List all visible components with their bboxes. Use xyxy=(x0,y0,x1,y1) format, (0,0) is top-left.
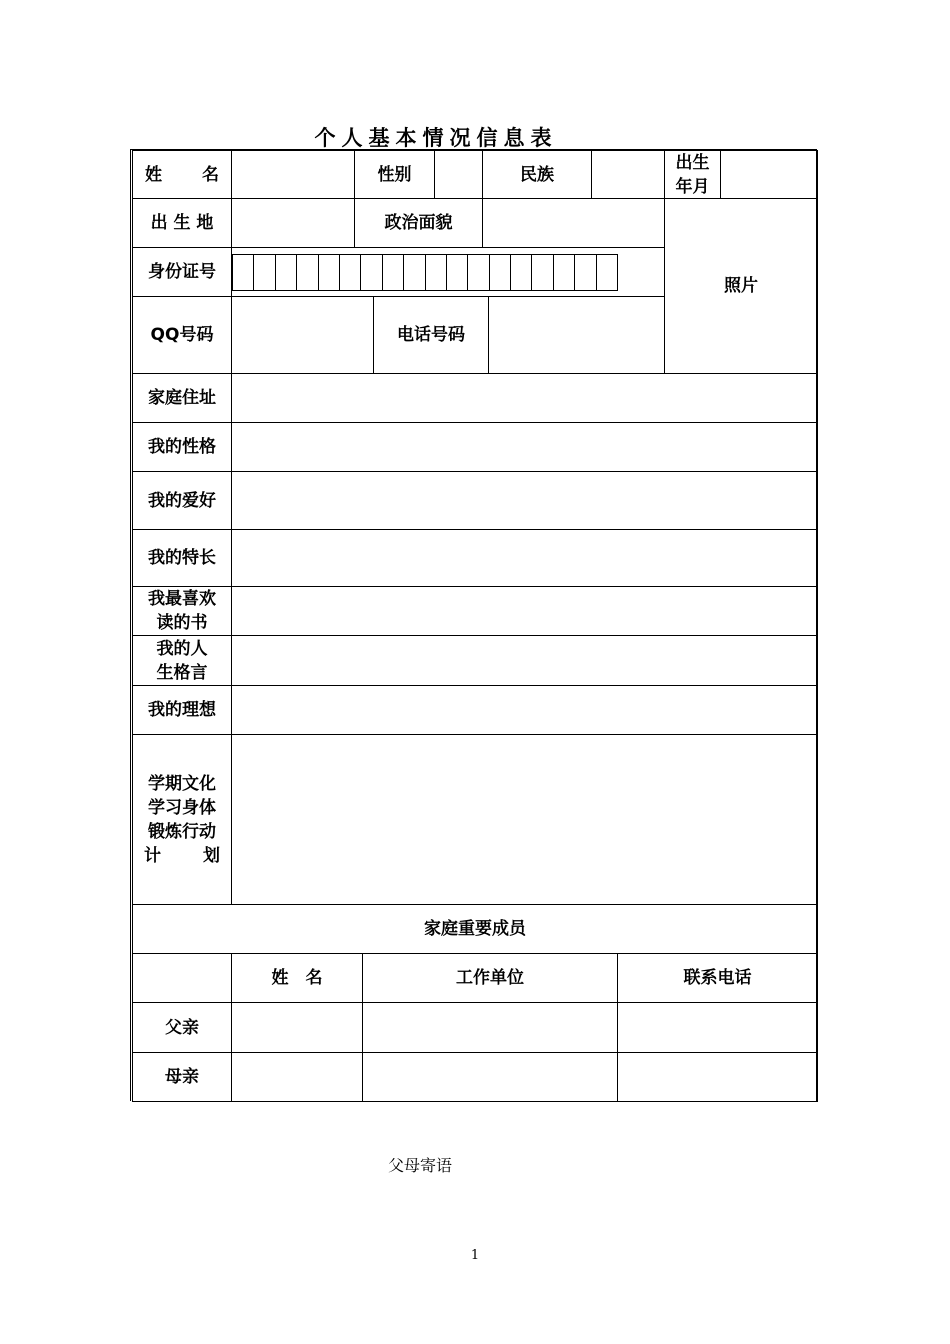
label-semester-plan-line2: 学习身体 xyxy=(148,797,216,818)
label-birthplace: 出 生 地 xyxy=(132,199,232,248)
label-hobbies: 我的爱好 xyxy=(132,472,232,530)
id-digit-box[interactable] xyxy=(275,254,297,291)
qq-field[interactable] xyxy=(232,297,374,374)
id-digit-box[interactable] xyxy=(403,254,425,291)
photo-area[interactable]: 照片 xyxy=(665,199,818,374)
label-semester-plan xyxy=(132,735,232,905)
label-personality: 我的性格 xyxy=(132,423,232,472)
label-semester-plan-line3: 锻炼行动 xyxy=(148,821,216,842)
phone-field[interactable] xyxy=(489,297,665,374)
semester-plan-field[interactable] xyxy=(232,735,818,905)
motto-field[interactable] xyxy=(232,636,818,686)
family-header-name: 姓 名 xyxy=(232,954,363,1003)
label-birth-date-line1: 出生 xyxy=(675,152,710,173)
id-digit-box[interactable] xyxy=(596,254,618,291)
label-ethnicity: 民族 xyxy=(483,150,592,199)
label-motto xyxy=(132,636,232,686)
label-birth-date-line2: 年月 xyxy=(675,176,710,197)
id-digit-box[interactable] xyxy=(553,254,575,291)
label-name xyxy=(132,150,232,199)
label-motto-line1: 我的人 xyxy=(156,638,208,659)
label-motto-line2: 生格言 xyxy=(156,662,208,683)
id-number-boxes[interactable] xyxy=(232,254,617,291)
id-digit-box[interactable] xyxy=(510,254,532,291)
father-phone-field[interactable] xyxy=(618,1003,818,1053)
label-name-part2: 名 xyxy=(202,164,219,185)
name-field[interactable] xyxy=(232,150,355,199)
label-name-part1: 姓 xyxy=(145,164,162,185)
page-number: 1 xyxy=(470,1248,480,1263)
label-favorite-book-line1: 我最喜欢 xyxy=(148,589,216,609)
label-id-number: 身份证号 xyxy=(132,248,232,297)
family-header-phone: 联系电话 xyxy=(618,954,818,1003)
father-workplace-field[interactable] xyxy=(363,1003,618,1053)
label-qq: QQ号码 xyxy=(132,297,232,374)
label-political-status: 政治面貌 xyxy=(355,199,483,248)
favorite-book-field[interactable] xyxy=(232,587,818,636)
label-home-address: 家庭住址 xyxy=(132,374,232,423)
family-header-blank xyxy=(132,954,232,1003)
label-ideal: 我的理想 xyxy=(132,686,232,735)
form-title: 个人基本情况信息表 xyxy=(314,126,558,150)
label-specialty: 我的特长 xyxy=(132,530,232,587)
mother-workplace-field[interactable] xyxy=(363,1053,618,1102)
family-relation-mother: 母亲 xyxy=(132,1053,232,1102)
hobbies-field[interactable] xyxy=(232,472,818,530)
label-semester-plan-line4b: 划 xyxy=(203,845,220,866)
home-address-field[interactable] xyxy=(232,374,818,423)
specialty-field[interactable] xyxy=(232,530,818,587)
gender-field[interactable] xyxy=(435,150,483,199)
id-digit-box[interactable] xyxy=(425,254,447,291)
id-digit-box[interactable] xyxy=(232,254,254,291)
family-header-workplace: 工作单位 xyxy=(363,954,618,1003)
id-digit-box[interactable] xyxy=(318,254,340,291)
id-digit-box[interactable] xyxy=(296,254,318,291)
family-section-title: 家庭重要成员 xyxy=(132,905,818,954)
mother-name-field[interactable] xyxy=(232,1053,363,1102)
id-digit-box[interactable] xyxy=(446,254,468,291)
personality-field[interactable] xyxy=(232,423,818,472)
ethnicity-field[interactable] xyxy=(592,150,665,199)
label-phone: 电话号码 xyxy=(374,297,489,374)
family-relation-father: 父亲 xyxy=(132,1003,232,1053)
label-birth-date xyxy=(665,150,721,199)
label-semester-plan-line1: 学期文化 xyxy=(148,773,216,794)
id-digit-box[interactable] xyxy=(489,254,511,291)
birth-date-field[interactable] xyxy=(721,150,818,199)
id-digit-box[interactable] xyxy=(382,254,404,291)
parents-message-label: 父母寄语 xyxy=(388,1156,453,1175)
label-semester-plan-line4a: 计 xyxy=(144,845,161,866)
label-favorite-book-line2: 读的书 xyxy=(156,613,208,633)
label-favorite-book xyxy=(132,587,232,636)
id-digit-box[interactable] xyxy=(574,254,596,291)
id-digit-box[interactable] xyxy=(253,254,275,291)
id-digit-box[interactable] xyxy=(339,254,361,291)
id-digit-box[interactable] xyxy=(531,254,553,291)
political-status-field[interactable] xyxy=(483,199,665,248)
label-semester-plan-line4 xyxy=(144,844,220,868)
id-digit-box[interactable] xyxy=(360,254,382,291)
father-name-field[interactable] xyxy=(232,1003,363,1053)
label-gender: 性别 xyxy=(355,150,435,199)
birthplace-field[interactable] xyxy=(232,199,355,248)
mother-phone-field[interactable] xyxy=(618,1053,818,1102)
id-digit-box[interactable] xyxy=(467,254,489,291)
ideal-field[interactable] xyxy=(232,686,818,735)
